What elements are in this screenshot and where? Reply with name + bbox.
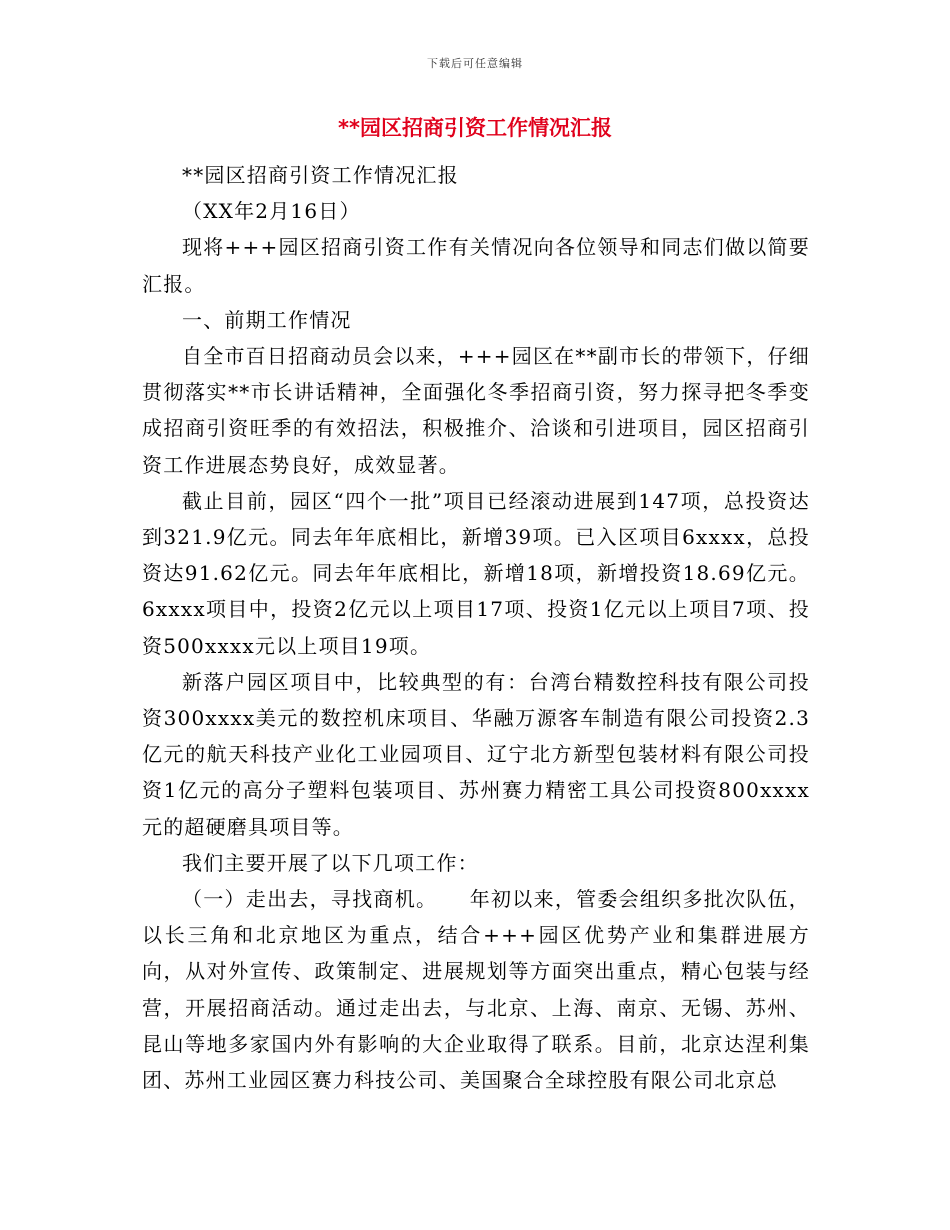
paragraph-overview: 自全市百日招商动员会以来，+++园区在**副市长的带领下，仔细贯彻落实**市长讲话精神，全面强化冬季招商引资，努力探寻把冬季变成招商引资旺季的有效招法，积极推介、洽谈和引进项目，园区招商引资工作进展态势良好，成效显著。	[142, 344, 810, 477]
paragraph-date: （XX年2月16日）	[182, 199, 361, 224]
document-body	[142, 157, 810, 1098]
paragraph-going-out: （一）走出去，寻找商机。 年初以来，管委会组织多批次队伍，以长三角和北京地区为重点，结合+++园区优势产业和集群进展方向，从对外宣传、政策制定、进展规划等方面突出重点，精心包装与经营，开展招商活动。通过走出去，与北京、上海、南京、无锡、苏州、昆山等地多家国内外有影响的大企业取得了联系。目前，北京达涅利集团、苏州工业园区赛力科技公司、美国聚合全球控股有限公司北京总	[142, 887, 810, 1093]
page-header-note: 下载后可任意编辑	[427, 57, 523, 70]
section-heading-1: 一、前期工作情况	[182, 307, 352, 332]
paragraph-statistics: 截止目前，园区“四个一批”项目已经滚动进展到147项，总投资达到321.9亿元。同去年年底相比，新增39项。已入区项目6xxxx，总投资达91.62亿元。同去年年底相比，新增18项，新增投资18.69亿元。6xxxx项目中，投资2亿元以上项目17项、投资1亿元以上项目7项、投资500xxxx元以上项目19项。	[142, 488, 810, 658]
paragraph-work-list: 我们主要开展了以下几项工作：	[182, 850, 479, 875]
paragraph-intro: 现将+++园区招商引资工作有关情况向各位领导和同志们做以简要汇报。	[142, 235, 810, 296]
paragraph-projects: 新落户园区项目中，比较典型的有：台湾台精数控科技有限公司投资300xxxx美元的数控机床项目、华融万源客车制造有限公司投资2.3亿元的航天科技产业化工业园项目、辽宁北方新型包装材料有限公司投资1亿元的高分子塑料包装项目、苏州赛力精密工具公司投资800xxxx元的超硬磨具项目等。	[142, 669, 810, 839]
document-title: **园区招商引资工作情况汇报	[338, 116, 612, 140]
paragraph-subtitle: **园区招商引资工作情况汇报	[182, 163, 459, 187]
